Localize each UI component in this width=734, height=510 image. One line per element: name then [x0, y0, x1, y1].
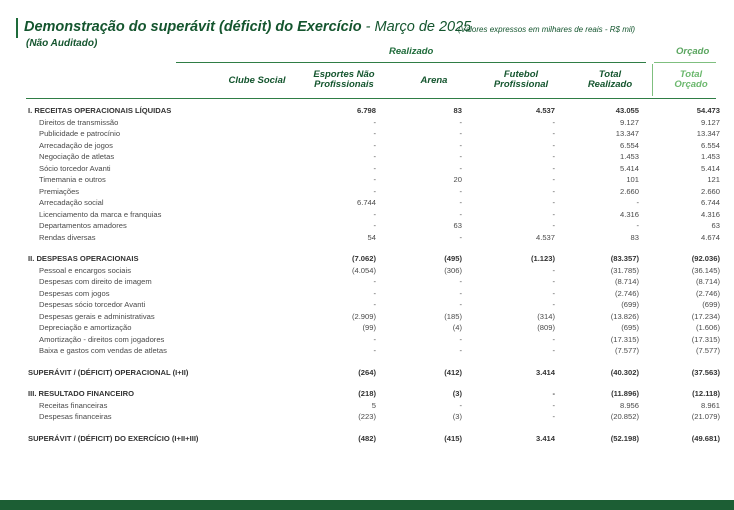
cell-esportes: - [459, 232, 462, 242]
cell-futebol: 83 [630, 232, 639, 242]
cell-esportes: - [459, 129, 462, 138]
cell-total-realizado: 4.674 [700, 232, 720, 242]
title-main: Demonstração do superávit (déficit) do Exercício [24, 19, 362, 35]
cell-clube-social: - [373, 152, 376, 161]
cell-total-realizado: 63 [711, 221, 720, 230]
group-orcado-label: Orçado [676, 46, 710, 57]
cell-total-realizado: (36.145) [691, 265, 720, 275]
row-spacer [26, 423, 720, 433]
cell-total-realizado: (8.714) [695, 277, 720, 286]
cell-futebol: (695) [621, 323, 639, 332]
row-label: Despesas financeiras [39, 412, 112, 421]
row-label: SUPERÁVIT / (DÉFICIT) OPERACIONAL (I+II) [28, 367, 189, 377]
header-bottom-rule [26, 98, 716, 99]
cell-clube-social: 5 [371, 400, 376, 410]
cell-esportes: - [459, 140, 462, 150]
page-title [24, 19, 471, 35]
cell-esportes: (185) [444, 311, 462, 321]
cell-futebol: (699) [621, 300, 639, 309]
title-month: - Março de 2025 [361, 19, 472, 35]
label-gap [234, 197, 286, 209]
cell-arena: - [552, 163, 555, 173]
cell-total-realizado: (2.746) [695, 288, 720, 298]
cell-total-realizado: (699) [702, 300, 720, 309]
table-row [26, 151, 720, 163]
cell-total-realizado: (49.681) [691, 433, 720, 443]
row-spacer [26, 243, 720, 253]
title-accent-bar [16, 18, 18, 38]
cell-arena: - [552, 186, 555, 196]
cell-arena: 4.537 [535, 106, 555, 115]
cell-arena: - [552, 140, 555, 150]
footer-bar [0, 500, 734, 510]
col-header-esportes: Esportes Não Profissionais [313, 69, 375, 90]
label-gap [234, 311, 286, 323]
table-row [26, 322, 720, 334]
table-row [26, 400, 720, 412]
cell-total-realizado: 9.127 [700, 117, 720, 127]
label-gap [234, 400, 286, 412]
financial-table [26, 105, 720, 444]
col-header-clube-social: Clube Social [228, 75, 286, 86]
cell-total-realizado: 8.961 [700, 400, 720, 410]
cell-futebol: (13.826) [610, 311, 639, 321]
label-gap [234, 433, 286, 445]
units-note: (Valores expressos em milhares de reais - R$ mil) [458, 25, 636, 34]
cell-futebol: (2.746) [614, 288, 639, 298]
cell-arena: - [552, 221, 555, 230]
cell-esportes: - [459, 346, 462, 355]
cell-total-realizado: 54.473 [696, 106, 720, 115]
cell-clube-social: (7.062) [351, 254, 376, 263]
label-gap [234, 174, 286, 186]
cell-clube-social: - [373, 300, 376, 309]
table-row [26, 174, 720, 186]
row-spacer [26, 378, 720, 388]
row-label: Amortização - direitos com jogadores [39, 334, 165, 344]
table-row [26, 345, 720, 357]
label-gap [234, 253, 286, 265]
cell-futebol: (40.302) [610, 367, 639, 377]
cell-clube-social: - [373, 221, 376, 230]
row-label: Depreciação e amortização [39, 323, 132, 332]
cell-esportes: 63 [453, 221, 462, 230]
row-label: Negociação de atletas [39, 152, 115, 161]
cell-esportes: 83 [453, 106, 462, 115]
table-row [26, 163, 720, 175]
cell-futebol: (31.785) [610, 265, 639, 275]
cell-arena: - [552, 198, 555, 207]
cell-clube-social: - [373, 140, 376, 150]
row-label: Premiações [39, 186, 80, 196]
row-label: Sócio torcedor Avanti [39, 163, 111, 173]
row-label: Arrecadação de jogos [39, 140, 113, 150]
cell-total-realizado: (17.315) [691, 334, 720, 344]
table-row [26, 197, 720, 209]
cell-arena: - [552, 175, 555, 184]
col-header-futebol: Futebol Profissional [493, 69, 549, 90]
row-label: Rendas diversas [39, 232, 96, 242]
cell-total-realizado: (1.606) [695, 323, 720, 332]
table-row [26, 265, 720, 277]
row-label: Baixa e gastos com vendas de atletas [39, 346, 167, 355]
label-gap [234, 411, 286, 423]
cell-esportes: (3) [452, 412, 462, 421]
label-gap [234, 209, 286, 221]
cell-total-realizado: (7.577) [695, 346, 720, 355]
cell-futebol: 1.453 [619, 152, 639, 161]
section-row [26, 253, 720, 265]
cell-esportes: - [459, 209, 462, 219]
row-label: I. RECEITAS OPERACIONAIS LÍQUIDAS [28, 106, 172, 115]
cell-total-realizado: 6.744 [700, 198, 720, 207]
label-gap [234, 151, 286, 163]
table-row [26, 288, 720, 300]
cell-futebol: 43.055 [615, 106, 639, 115]
table-row [26, 311, 720, 323]
cell-futebol: 6.554 [619, 140, 639, 150]
label-gap [234, 334, 286, 346]
label-gap [234, 117, 286, 129]
cell-total-realizado: 5.414 [700, 163, 720, 173]
cell-arena: - [552, 412, 555, 421]
table-row [26, 140, 720, 152]
cell-esportes: - [459, 400, 462, 410]
cell-futebol: (20.852) [610, 412, 639, 421]
table-row [26, 220, 720, 232]
cell-arena: - [552, 300, 555, 309]
cell-total-realizado: (37.563) [691, 367, 720, 377]
cell-arena: 3.414 [535, 433, 555, 443]
col-header-total-realizado: Total Realizado [587, 69, 633, 90]
row-label: Despesas gerais e administrativas [39, 311, 155, 321]
cell-esportes: - [459, 186, 462, 196]
cell-total-realizado: 121 [707, 175, 720, 184]
section-row [26, 105, 720, 117]
cell-arena: - [552, 117, 555, 127]
cell-futebol: 13.347 [615, 129, 639, 138]
cell-futebol: (11.896) [611, 389, 639, 398]
table-row [26, 411, 720, 423]
table-row [26, 117, 720, 129]
table-row [26, 186, 720, 198]
table-row [26, 299, 720, 311]
row-label: Despesas com direito de imagem [39, 277, 152, 286]
label-gap [234, 265, 286, 277]
cell-total-realizado: (12.118) [692, 389, 720, 398]
cell-futebol: (8.714) [614, 277, 639, 286]
row-label: Arrecadação social [39, 198, 104, 207]
row-label: Pessoal e encargos sociais [39, 265, 132, 275]
table-row [26, 128, 720, 140]
label-gap [234, 299, 286, 311]
cell-futebol: - [636, 221, 639, 230]
label-gap [234, 140, 286, 152]
cell-futebol: (7.577) [614, 346, 639, 355]
cell-total-realizado: 2.660 [700, 186, 720, 196]
cell-clube-social: (2.909) [351, 311, 376, 321]
table-row [26, 232, 720, 244]
cell-clube-social: - [373, 163, 376, 173]
cell-esportes: (4) [452, 323, 462, 332]
cell-esportes: (412) [444, 367, 462, 377]
cell-total-realizado: 4.316 [700, 209, 720, 219]
cell-clube-social: (482) [358, 433, 376, 443]
label-gap [234, 322, 286, 334]
cell-arena: - [552, 265, 555, 275]
label-gap [234, 105, 286, 117]
cell-arena: - [552, 277, 555, 286]
row-label: Despesas com jogos [39, 288, 110, 298]
cell-futebol: (17.315) [610, 334, 639, 344]
cell-esportes: - [459, 334, 462, 344]
cell-clube-social: (99) [362, 323, 376, 332]
cell-clube-social: (264) [358, 367, 376, 377]
cell-clube-social: - [373, 346, 376, 355]
row-label: Departamentos amadores [39, 221, 127, 230]
row-label: SUPERÁVIT / (DÉFICIT) DO EXERCÍCIO (I+II+III) [28, 433, 199, 443]
cell-esportes: - [459, 117, 462, 127]
total-row [26, 433, 720, 445]
cell-arena: 4.537 [535, 232, 555, 242]
cell-total-realizado: 6.554 [700, 140, 720, 150]
cell-futebol: (83.357) [610, 254, 639, 263]
cell-clube-social: - [373, 175, 376, 184]
cell-esportes: - [459, 277, 462, 286]
col-header-arena: Arena [420, 75, 448, 86]
cell-esportes: - [459, 198, 462, 207]
cell-clube-social: 6.744 [356, 198, 376, 207]
cell-arena: - [552, 389, 555, 398]
cell-clube-social: - [373, 334, 376, 344]
cell-total-realizado: (92.036) [691, 254, 720, 263]
row-label: II. DESPESAS OPERACIONAIS [28, 254, 139, 263]
realizado-divider [176, 62, 646, 63]
cell-total-realizado: (21.079) [691, 412, 720, 421]
cell-arena: 3.414 [535, 367, 555, 377]
cell-arena: - [552, 346, 555, 355]
row-label: Licenciamento da marca e franquias [39, 209, 162, 219]
cell-arena: (314) [537, 311, 555, 321]
cell-futebol: - [636, 198, 639, 207]
label-gap [234, 367, 286, 379]
label-gap [234, 163, 286, 175]
cell-futebol: 2.660 [619, 186, 639, 196]
row-label: Timemania e outros [39, 175, 106, 184]
label-gap [234, 288, 286, 300]
cell-esportes: - [459, 152, 462, 161]
cell-total-realizado: 1.453 [700, 152, 720, 161]
cell-esportes: - [459, 288, 462, 298]
cell-arena: (809) [537, 323, 555, 332]
cell-total-realizado: 13.347 [696, 129, 720, 138]
cell-clube-social: - [373, 209, 376, 219]
row-label: Publicidade e patrocínio [39, 129, 121, 138]
table-row [26, 334, 720, 346]
cell-arena: - [552, 334, 555, 344]
label-gap [234, 186, 286, 198]
cell-esportes: (306) [444, 265, 462, 275]
cell-clube-social: (218) [358, 389, 376, 398]
cell-clube-social: - [373, 186, 376, 196]
cell-clube-social: (223) [358, 412, 376, 421]
row-label: Despesas sócio torcedor Avanti [39, 300, 146, 309]
orcado-divider [654, 62, 716, 63]
cell-futebol: 4.316 [619, 209, 639, 219]
unaudited-label: (Não Auditado) [26, 38, 98, 49]
table-row [26, 209, 720, 221]
cell-futebol: 9.127 [619, 117, 639, 127]
label-gap [234, 388, 286, 400]
cell-clube-social: - [373, 277, 376, 286]
label-gap [234, 276, 286, 288]
cell-total-realizado: (17.234) [691, 311, 720, 321]
row-label: III. RESULTADO FINANCEIRO [28, 389, 135, 398]
cell-arena: (1.123) [530, 254, 555, 263]
cell-arena: - [552, 152, 555, 161]
cell-clube-social: - [373, 117, 376, 127]
cell-futebol: 5.414 [619, 163, 639, 173]
cell-esportes: (495) [444, 254, 462, 263]
total-row [26, 367, 720, 379]
cell-clube-social: (4.054) [351, 265, 376, 275]
table-row [26, 276, 720, 288]
cell-arena: - [552, 400, 555, 410]
label-gap [234, 345, 286, 357]
cell-arena: - [552, 209, 555, 219]
row-label: Direitos de transmissão [39, 117, 119, 127]
row-label: Receitas financeiras [39, 400, 108, 410]
cell-esportes: (3) [452, 389, 462, 398]
cell-arena: - [552, 129, 555, 138]
cell-esportes: - [459, 300, 462, 309]
label-gap [234, 232, 286, 244]
cell-clube-social: - [373, 288, 376, 298]
cell-esportes: (415) [444, 433, 462, 443]
cell-arena: - [552, 288, 555, 298]
row-spacer [26, 357, 720, 367]
cell-esportes: 20 [453, 175, 462, 184]
cell-clube-social: 54 [367, 232, 376, 242]
cell-futebol: 101 [626, 175, 639, 184]
label-gap [234, 220, 286, 232]
group-realizado-label: Realizado [389, 46, 434, 57]
cell-clube-social: - [373, 129, 376, 138]
cell-esportes: - [459, 163, 462, 173]
label-gap [234, 128, 286, 140]
section-row [26, 388, 720, 400]
cell-futebol: (52.198) [610, 433, 639, 443]
cell-futebol: 8.956 [619, 400, 639, 410]
col-header-total-orcado: Total Orçado [674, 69, 708, 90]
cell-clube-social: 6.798 [356, 106, 376, 115]
